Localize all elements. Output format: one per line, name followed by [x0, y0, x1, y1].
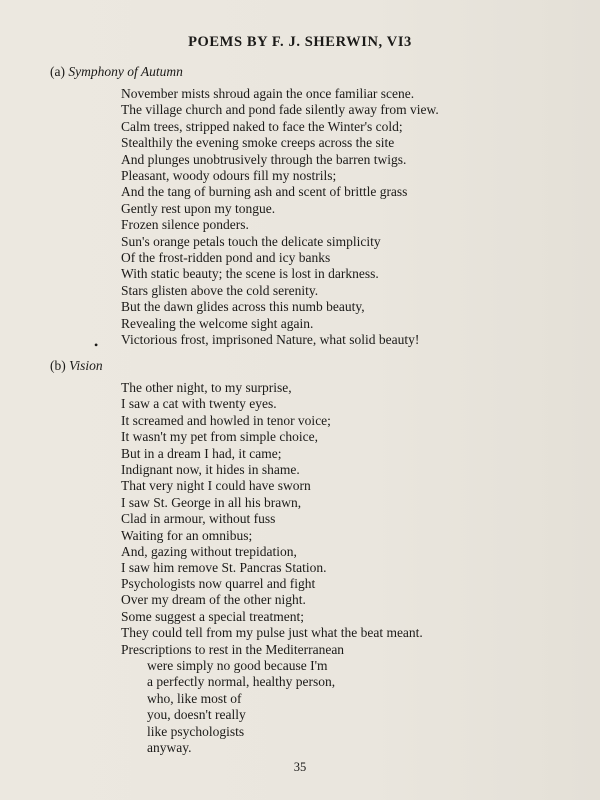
- poem-line: Stealthily the evening smoke creeps across the site: [121, 135, 395, 151]
- poem-line: And the tang of burning ash and scent of brittle grass: [121, 184, 408, 200]
- poem-line: I saw him remove St. Pancras Station.: [121, 560, 327, 576]
- poem-line: Stars glisten above the cold serenity.: [121, 282, 319, 298]
- poem-line: I saw St. George in all his brawn,: [121, 494, 302, 510]
- poem-line: Waiting for an omnibus;: [121, 527, 253, 543]
- poem-line: anyway.: [147, 740, 192, 756]
- poem-line: Gently rest upon my tongue.: [121, 200, 276, 216]
- section-label-b: [50, 358, 103, 374]
- poem-line: The village church and pond fade silently away from view.: [121, 102, 439, 118]
- poem-line: Revealing the welcome sight again.: [121, 315, 314, 331]
- poem-line: Some suggest a special treatment;: [121, 608, 304, 624]
- poem-line: were simply no good because I'm: [147, 658, 328, 674]
- poem-line: It wasn't my pet from simple choice,: [121, 429, 319, 445]
- section-label-a: [50, 64, 183, 80]
- poem-line: Of the frost-ridden pond and icy banks: [121, 250, 331, 266]
- poem-line: I saw a cat with twenty eyes.: [121, 396, 277, 412]
- poem-line: And plunges unobtrusively through the barren twigs.: [121, 151, 407, 167]
- section-marker: (a): [50, 64, 65, 79]
- poem-symphony-of-autumn: [121, 86, 439, 349]
- poem-line: But the dawn glides across this numb beauty,: [121, 299, 365, 315]
- poem-line: That very night I could have sworn: [121, 478, 311, 494]
- poem-line: With static beauty; the scene is lost in darkness.: [121, 266, 379, 282]
- section-title: Vision: [69, 358, 103, 373]
- poem-line: But in a dream I had, it came;: [121, 445, 282, 461]
- poem-line: The other night, to my surprise,: [121, 380, 292, 395]
- poem-line: you, doesn't really: [147, 707, 246, 723]
- section-marker: (b): [50, 358, 66, 373]
- poem-line: Frozen silence ponders.: [121, 217, 249, 233]
- poem-line: Psychologists now quarrel and fight: [121, 576, 316, 591]
- poem-line: Over my dream of the other night.: [121, 592, 306, 608]
- poem-line: Prescriptions to rest in the Mediterranean: [121, 641, 345, 657]
- poem-vision-stanza-2: [121, 576, 423, 756]
- poem-line: like psychologists: [147, 723, 245, 739]
- bullet-mark: •: [94, 338, 99, 352]
- poem-vision-stanza-1: [121, 380, 331, 577]
- poem-line: Pleasant, woody odours fill my nostrils;: [121, 168, 337, 184]
- page-number: 35: [293, 760, 307, 774]
- poem-line: Sun's orange petals touch the delicate simplicity: [121, 233, 381, 249]
- poem-line: They could tell from my pulse just what the beat meant.: [121, 625, 423, 641]
- poem-line: a perfectly normal, healthy person,: [147, 674, 336, 690]
- poem-line: who, like most of: [147, 690, 242, 706]
- page-title: POEMS BY F. J. SHERWIN, VI3: [188, 34, 412, 50]
- poem-line: November mists shroud again the once familiar scene.: [121, 86, 415, 101]
- poem-line: Calm trees, stripped naked to face the Winter's cold;: [121, 118, 403, 134]
- poem-line: Indignant now, it hides in shame.: [121, 462, 300, 478]
- poem-line: It screamed and howled in tenor voice;: [121, 412, 331, 428]
- poem-line: Clad in armour, without fuss: [121, 511, 276, 527]
- poem-line: And, gazing without trepidation,: [121, 544, 297, 560]
- poem-line: Victorious frost, imprisoned Nature, what solid beauty!: [121, 332, 420, 348]
- section-title: Symphony of Autumn: [68, 64, 183, 79]
